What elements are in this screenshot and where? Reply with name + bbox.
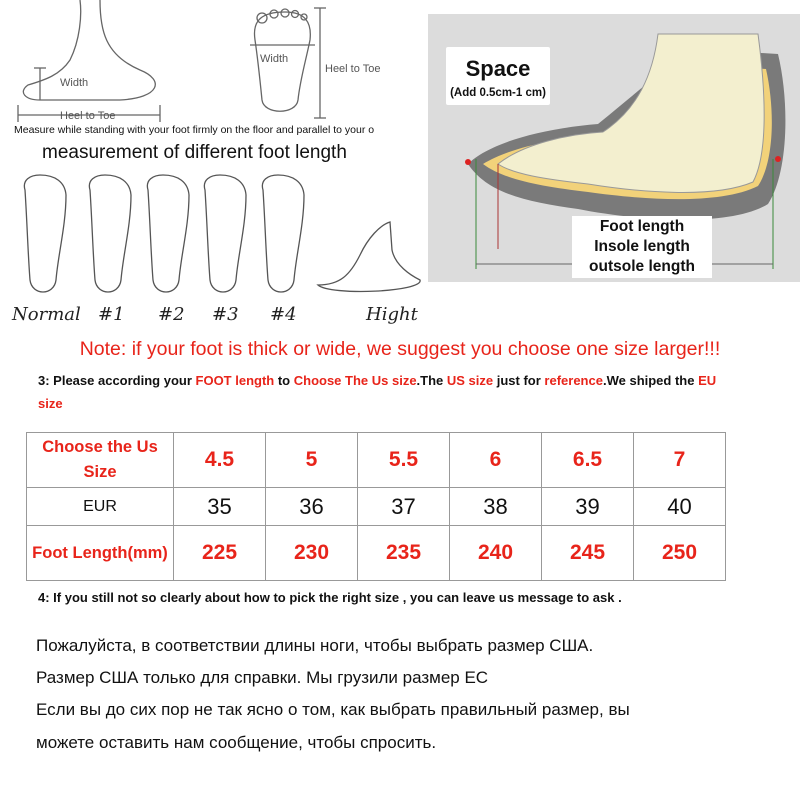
inst3-highlight: reference (544, 373, 603, 388)
space-subtitle: (Add 0.5cm-1 cm) (450, 87, 546, 99)
insole-length-label: Insole length (594, 238, 690, 255)
foot-length-cell: 250 (634, 526, 726, 581)
size-warning-note: Note: if your foot is thick or wide, we suggest you choose one size larger!!! (79, 338, 721, 360)
us-size-cell: 7 (634, 433, 726, 488)
table-row-eur (27, 488, 726, 526)
foot-type-outlines (24, 175, 420, 292)
side-foot-illustration (18, 0, 160, 122)
eur-size-cell: 37 (358, 488, 450, 526)
russian-line-1: Пожалуйста, в соответствии длины ноги, чтобы выбрать размер США. (36, 636, 594, 655)
inst3-highlight: Choose The Us size (293, 373, 417, 388)
row-label-foot-length: Foot Length(mm) (27, 526, 174, 581)
width-label-side: Width (60, 77, 89, 89)
foot-type-2: #2 (158, 304, 185, 325)
table-row-foot-length (27, 526, 726, 581)
eur-size-cell: 36 (266, 488, 358, 526)
foot-measurement-sketch (0, 0, 430, 335)
inst3-highlight: US size (446, 373, 494, 388)
measure-title: measurement of different foot length (42, 142, 347, 163)
heel-to-toe-label-side: Heel to Toe (60, 110, 116, 122)
eur-size-cell: 38 (450, 488, 542, 526)
inst3-text: .We shiped the (602, 373, 699, 388)
us-size-cell: 6.5 (542, 433, 634, 488)
foot-length-cell: 245 (542, 526, 634, 581)
russian-line-4: можете оставить нам сообщение, чтобы спросить. (36, 733, 437, 752)
instruction-3 (38, 369, 738, 415)
heel-to-toe-label-sole: Heel to Toe (325, 63, 381, 75)
russian-line-2: Размер США только для справки. Мы грузили размер ЕС (36, 668, 489, 687)
foot-type-hight: Hight (366, 304, 418, 325)
eur-size-cell: 40 (634, 488, 726, 526)
width-label-sole: Width (260, 53, 289, 65)
inst3-highlight: EU size (38, 373, 717, 411)
us-size-cell: 6 (450, 433, 542, 488)
foot-length-cell: 225 (174, 526, 266, 581)
us-size-cell: 4.5 (174, 433, 266, 488)
foot-type-3: #3 (212, 304, 239, 325)
foot-length-cell: 235 (358, 526, 450, 581)
eur-size-cell: 35 (174, 488, 266, 526)
foot-type-4: #4 (270, 304, 297, 325)
eur-size-cell: 39 (542, 488, 634, 526)
inst3-text: just for (493, 373, 545, 388)
us-size-cell: 5 (266, 433, 358, 488)
inst3-text: .The (416, 373, 447, 388)
foot-length-label: Foot length (599, 218, 685, 235)
us-size-cell: 5.5 (358, 433, 450, 488)
inst3-highlight: FOOT length (195, 373, 275, 388)
foot-length-cell: 230 (266, 526, 358, 581)
size-chart-table (26, 432, 726, 581)
inst3-text: 3: Please according your (38, 373, 196, 388)
foot-type-1: #1 (98, 304, 125, 325)
space-title: Space (465, 56, 531, 81)
inst3-text: to (274, 373, 294, 388)
measure-instruction: Measure while standing with your foot firmly on the floor and parallel to your o (14, 124, 375, 136)
table-row-us (27, 433, 726, 488)
russian-line-3: Если вы до сих пор не так ясно о том, как выбрать правильный размер, вы (36, 700, 630, 719)
foot-length-cell: 240 (450, 526, 542, 581)
instruction-4: 4: If you still not so clearly about how to pick the right size , you can leave us message to ask . (38, 590, 622, 605)
foot-type-normal: Normal (12, 304, 81, 325)
outsole-length-label: outsole length (589, 258, 695, 275)
row-label-us-size: Choose the Us Size (27, 433, 174, 488)
row-label-eur: EUR (27, 488, 174, 526)
